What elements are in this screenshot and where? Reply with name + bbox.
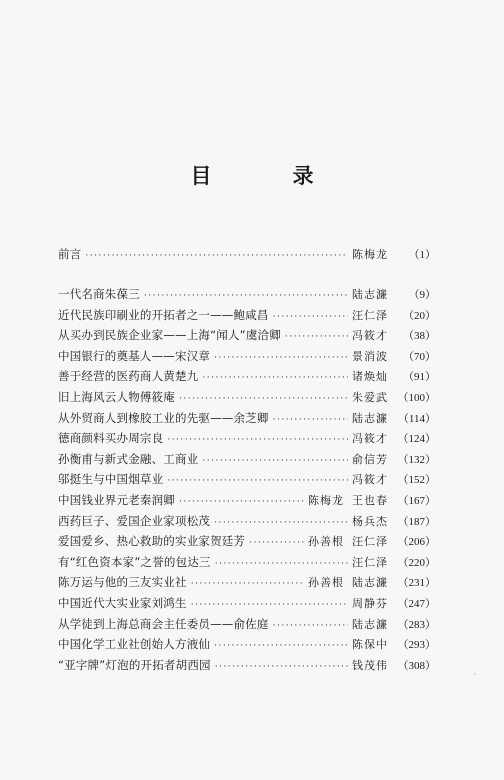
toc-entry-page: （9） [408, 289, 436, 301]
toc-entry [58, 616, 436, 637]
leader-dots [144, 291, 348, 301]
toc-entry-page: （152） [397, 474, 436, 487]
toc-entry-page: （1） [408, 249, 436, 261]
toc-entry [58, 327, 436, 348]
toc-entry-title: 中国银行的奠基人——宋汉章 [58, 348, 211, 363]
toc-entry-page: （100） [397, 391, 436, 404]
leader-dots [179, 497, 304, 507]
toc-entry-author: 冯筱才 [352, 329, 388, 343]
toc-entry-page: （220） [397, 556, 436, 569]
toc-entry-page: （132） [397, 453, 436, 466]
leader-dots [85, 251, 348, 261]
toc-entry-coauthor: 孙善根 [308, 535, 344, 549]
toc-entry-title: 西药巨子、爱国企业家项松茂 [58, 513, 211, 528]
toc-preface [58, 246, 436, 267]
leader-dots [167, 476, 348, 486]
leader-dots [191, 600, 348, 610]
leader-dots [273, 621, 348, 631]
toc-entry-title: 一代名商朱葆三 [58, 287, 140, 301]
toc-entry-author: 景消波 [352, 349, 388, 363]
toc-entry [58, 533, 436, 554]
toc-entry-page: （206） [397, 536, 436, 549]
toc-entry-author: 俞信芳 [352, 452, 388, 466]
toc-entry-page: （283） [397, 618, 436, 631]
leader-dots [202, 456, 348, 466]
toc-entry [58, 554, 436, 575]
toc-entry-author: 陈梅龙 [352, 248, 388, 261]
toc-entry-title: 近代民族印刷业的开拓者之一——鲍咸昌 [58, 307, 269, 322]
toc-entry-page: （70） [403, 350, 436, 363]
toc-entry-page: （308） [397, 659, 436, 672]
toc-entry-author: 陆志濂 [352, 288, 388, 301]
page-mark: · [473, 670, 476, 679]
toc-entry-page: （247） [397, 597, 436, 610]
toc-entry [58, 451, 436, 472]
toc-entry [58, 307, 436, 328]
toc-entry [58, 348, 436, 369]
toc-entry-page: （187） [397, 515, 436, 528]
toc-entry-page: （124） [397, 433, 436, 446]
toc-entry-page: （38） [403, 330, 436, 343]
toc-entry-title: 中国近代大实业家刘鸿生 [58, 595, 187, 610]
toc-entry-author: 冯筱才 [352, 432, 388, 446]
toc-entry-page: （20） [403, 309, 436, 322]
toc-entry-author: 汪仁泽 [352, 555, 388, 569]
toc-entry [58, 574, 436, 595]
toc-entry [58, 636, 436, 657]
leader-dots [214, 518, 348, 528]
leader-dots [214, 353, 348, 363]
page-title: 目 录 [190, 163, 344, 188]
toc-entry-author: 王也春 [352, 493, 388, 507]
toc-entry [58, 513, 436, 534]
toc-entry-title: 从学徒到上海总商会主任委员——俞佐庭 [58, 616, 269, 631]
toc-entry-title: 善于经营的医药商人黄楚九 [58, 369, 199, 384]
toc-entry-author: 杨兵杰 [352, 514, 388, 528]
toc-entry-title: 陈万运与他的三友实业社 [58, 575, 187, 590]
toc-entry-title: 从买办到民族企业家——上海“闻人”虞洽卿 [58, 328, 281, 343]
toc-entry-author: 陆志濂 [352, 411, 388, 425]
toc-entry-title: 邬挺生与中国烟草业 [58, 472, 164, 487]
leader-dots [273, 312, 348, 322]
leader-dots [273, 415, 348, 425]
toc-entry-title: “亚字牌”灯泡的开拓者胡西园 [58, 657, 211, 672]
leader-dots [179, 394, 348, 404]
toc-entry [58, 368, 436, 389]
leader-dots [215, 662, 348, 672]
toc-entry [58, 471, 436, 492]
toc-entry-author: 汪仁泽 [352, 308, 388, 322]
toc-entry-title: 中国化学工业社创始人方液仙 [58, 637, 211, 652]
toc-entry [58, 286, 436, 307]
leader-dots [202, 373, 348, 383]
toc-entry-author: 汪仁泽 [352, 535, 388, 549]
toc-entry-page: （91） [403, 371, 436, 384]
toc-entry-page: （167） [397, 494, 436, 507]
toc-entry-author: 陆志濂 [352, 576, 388, 590]
leader-dots [214, 641, 348, 651]
toc-entry-page: （231） [397, 577, 436, 590]
leader-dots [285, 332, 348, 342]
toc-entry-author: 陆志濂 [352, 617, 388, 631]
leader-dots [167, 435, 348, 445]
toc-entry-title: 爱国爱乡、热心救助的实业家贺廷芳 [58, 534, 246, 549]
toc-entry-author: 冯筱才 [352, 473, 388, 487]
toc-entry [58, 492, 436, 513]
toc-entry [58, 595, 436, 616]
toc-entry-page: （114） [397, 412, 436, 425]
toc-list [58, 286, 436, 677]
toc-entry-title: 前言 [58, 247, 82, 261]
toc-entry-title: 有“红色资本家”之誉的包达三 [58, 554, 211, 569]
leader-dots [215, 559, 348, 569]
toc-entry-author: 周静芬 [352, 596, 388, 610]
toc-entry-coauthor: 陈梅龙 [308, 493, 344, 507]
toc-entry [58, 410, 436, 431]
toc-entry-title: 德商颜料买办周宗良 [58, 431, 164, 446]
leader-dots [191, 579, 304, 589]
toc-entry-title: 孙衡甫与新式金融、工商业 [58, 451, 199, 466]
toc-entry-author: 诸焕灿 [352, 370, 388, 384]
toc-entry-title: 中国钱业界元老秦润卿 [58, 492, 175, 507]
toc-entry [58, 389, 436, 410]
toc-entry-title: 旧上海风云人物傅筱庵 [58, 389, 175, 404]
toc-entry-author: 钱茂伟 [352, 658, 388, 672]
toc-entry-title: 从外贸商人到橡胶工业的先驱——余芝卿 [58, 410, 269, 425]
toc-entry [58, 430, 436, 451]
toc-entry-page: （293） [397, 639, 436, 652]
leader-dots [249, 538, 304, 548]
toc-entry-author: 朱爱武 [352, 390, 388, 404]
toc-entry-preface [58, 246, 436, 267]
toc-entry [58, 657, 436, 678]
toc-entry-coauthor: 孙善根 [308, 576, 344, 590]
toc-entry-author: 陈保中 [352, 638, 388, 652]
